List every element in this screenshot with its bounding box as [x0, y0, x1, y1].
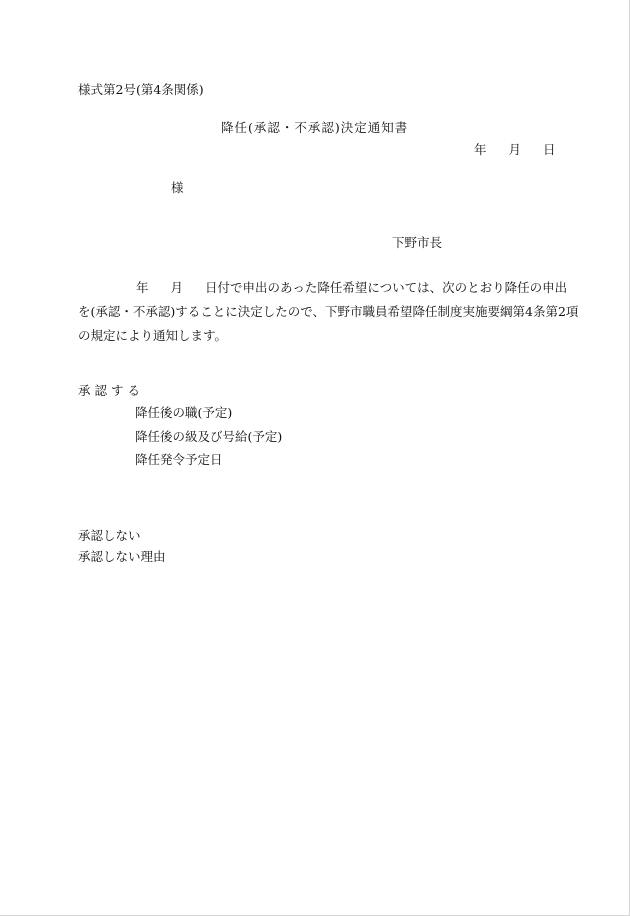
approve-item-grade: 降任後の級及び号給(予定)	[135, 429, 283, 444]
issuer-name: 下野市長	[392, 235, 443, 250]
approve-item-date: 降任発令予定日	[135, 452, 223, 467]
body-month-label: 月	[170, 280, 184, 295]
not-approve-reason-label: 承認しない理由	[78, 549, 166, 564]
not-approve-heading: 承認しない	[78, 528, 141, 543]
date-day-label: 日	[543, 142, 556, 157]
document-title: 降任(承認・不承認)決定通知書	[221, 120, 409, 135]
body-line-1	[78, 276, 568, 300]
date-year-label: 年	[474, 142, 487, 157]
form-number: 様式第2号(第4条関係)	[78, 82, 204, 97]
body-paragraph	[78, 276, 579, 348]
body-year-label: 年	[136, 280, 149, 295]
body-line-3: の規定により通知します。	[78, 328, 228, 343]
date-month-label: 月	[508, 142, 522, 157]
approve-heading: 承認する	[78, 383, 145, 398]
date-line	[474, 144, 556, 157]
body-line-2: を(承認・不承認)することに決定したので、下野市職員希望降任制度実施要綱第4条第2項	[78, 304, 579, 319]
addressee-honorific: 様	[171, 180, 184, 195]
approve-item-post: 降任後の職(予定)	[135, 405, 233, 420]
body-line-1-text: 日付で申出のあった降任希望については、次のとおり降任の申出	[205, 280, 568, 295]
